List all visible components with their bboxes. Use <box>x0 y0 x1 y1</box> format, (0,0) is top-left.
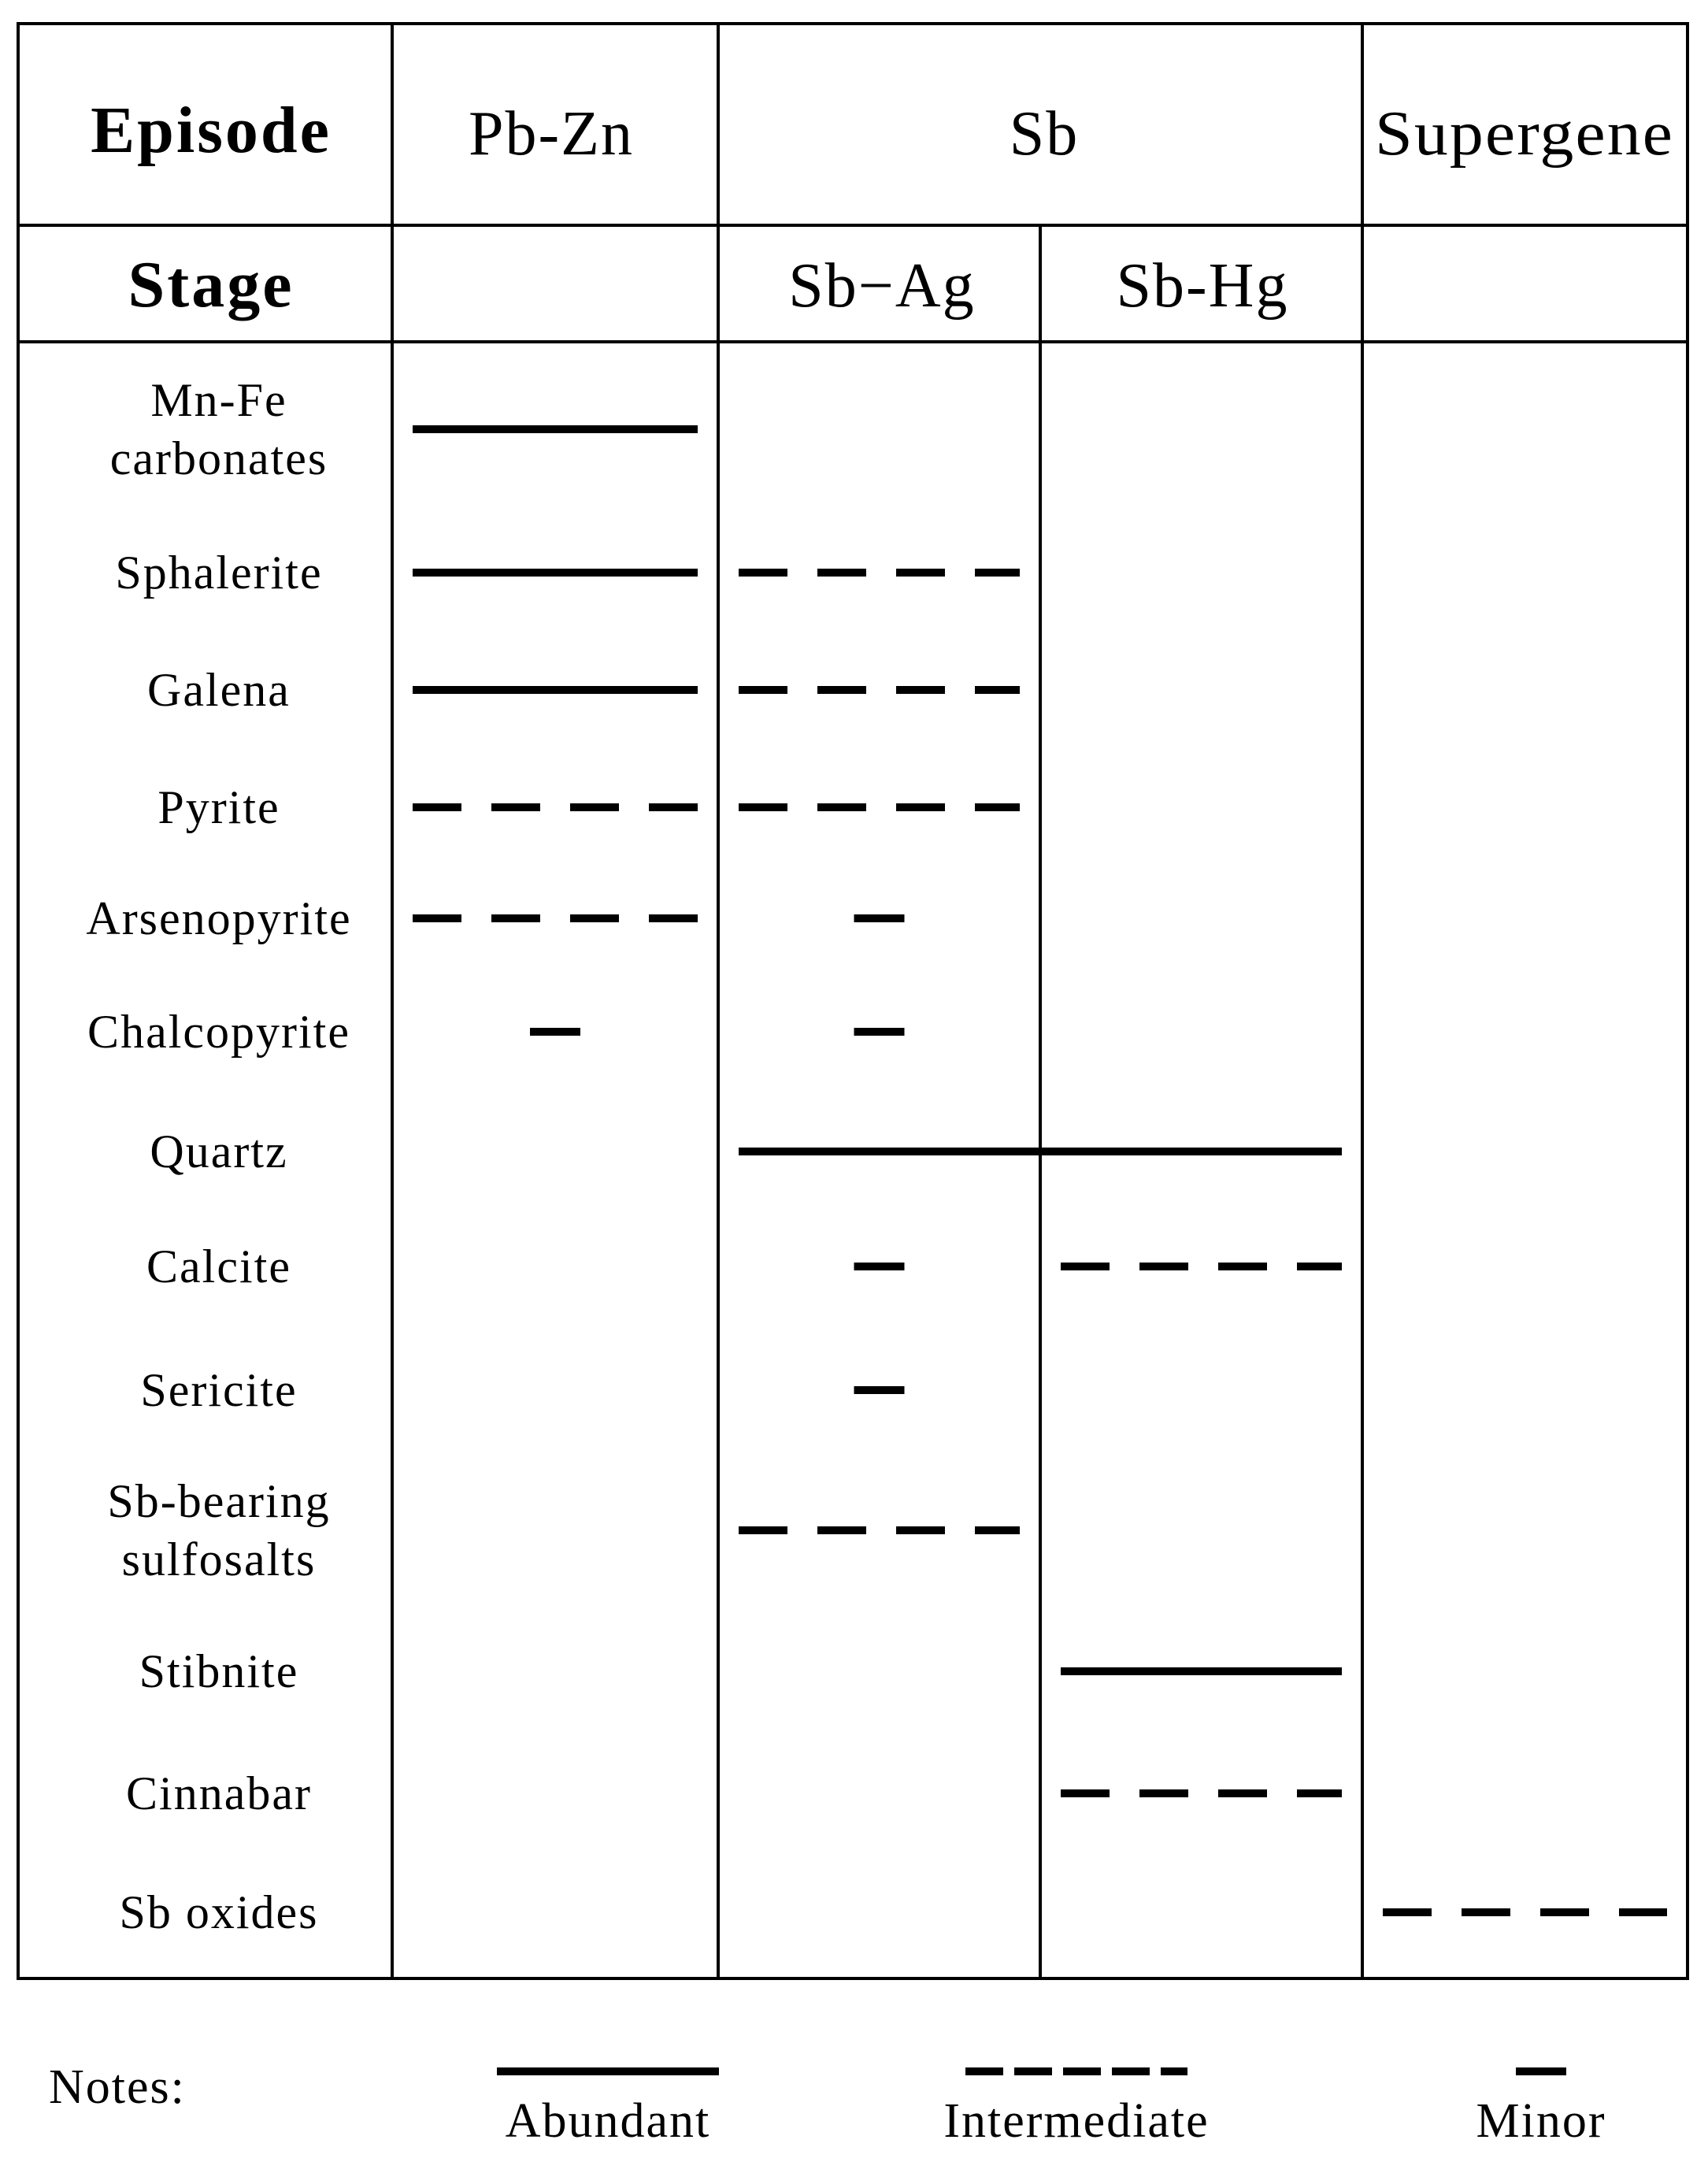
mineral-label-mn-fe-carbonates-line-1: Mn-Fe <box>150 374 287 426</box>
legend-label-intermediate: Intermediate <box>943 2094 1210 2148</box>
mineral-label-calcite: Calcite <box>146 1240 291 1292</box>
mineral-label-chalcopyrite: Chalcopyrite <box>87 1006 350 1058</box>
mineral-label-arsenopyrite: Arsenopyrite <box>86 892 352 944</box>
stage-label: Stage <box>128 248 295 321</box>
mineral-label-quartz: Quartz <box>150 1125 288 1177</box>
mineral-labels <box>86 374 351 1938</box>
stage-sb-hg: Sb-Hg <box>1116 251 1289 321</box>
mineral-label-pyrite: Pyrite <box>157 781 280 833</box>
episode-supergene: Supergene <box>1375 99 1674 169</box>
mineral-label-stibnite: Stibnite <box>139 1645 299 1697</box>
legend-label-abundant: Abundant <box>505 2094 711 2148</box>
mineral-label-mn-fe-carbonates-line-2: carbonates <box>109 432 328 484</box>
mineral-label-sb-bearing-sulfosalts-line-2: sulfosalts <box>121 1533 317 1585</box>
stage-sb-ag: Sb−Ag <box>788 251 976 321</box>
notes-label: Notes: <box>49 2060 186 2114</box>
mineral-label-cinnabar: Cinnabar <box>126 1767 312 1819</box>
mineral-label-galena: Galena <box>147 664 291 716</box>
episode-label: Episode <box>91 94 332 167</box>
episode-pb-zn: Pb-Zn <box>469 99 634 169</box>
stage-header-row <box>128 248 1289 321</box>
legend-label-minor: Minor <box>1476 2094 1606 2148</box>
episode-sb: Sb <box>1009 99 1080 169</box>
legend <box>49 2060 1606 2148</box>
episode-header-row <box>91 94 1674 169</box>
legend-items <box>497 2071 1606 2148</box>
mineral-label-sb-oxides: Sb oxides <box>119 1886 319 1938</box>
mineral-label-sphalerite: Sphalerite <box>115 547 323 599</box>
mineral-label-sericite: Sericite <box>140 1364 298 1416</box>
mineral-label-sb-bearing-sulfosalts-line-1: Sb-bearing <box>107 1475 331 1527</box>
